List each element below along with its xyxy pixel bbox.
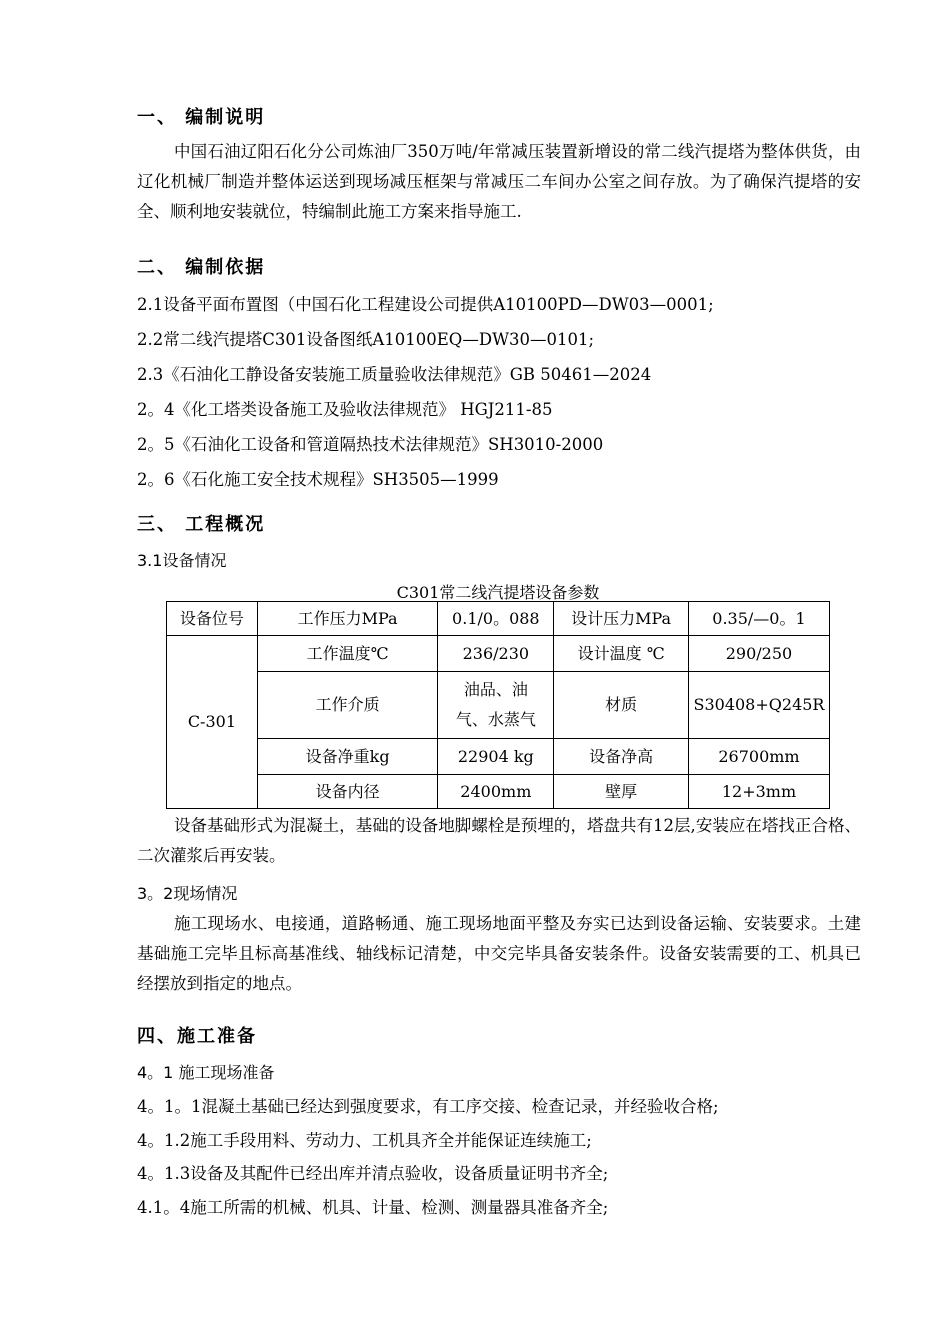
table-cell: 设备位号: [167, 602, 258, 636]
preparation-item: 4。1.2施工手段用料、劳动力、工机具齐全并能保证连续施工;: [137, 1131, 592, 1150]
table-row: [167, 636, 830, 672]
table-cell: 设备净重kg: [257, 739, 438, 775]
foundation-paragraph: 设备基础形式为混凝土，基础的设备地脚螺栓是预埋的，塔盘共有12层,安装应在塔找正合格、二次灌浆后再安装。: [137, 816, 861, 865]
table-cell: 2400mm: [438, 775, 554, 809]
table-cell: 290/250: [688, 636, 829, 672]
basis-item: 2。4《化工塔类设备施工及验收法律规范》 HGJ211-85: [137, 400, 553, 419]
basis-item: 2。5《石油化工设备和管道隔热技术法律规范》SH3010-2000: [137, 435, 604, 454]
table-cell: 22904 kg: [438, 739, 554, 775]
table-cell: 材质: [554, 672, 689, 739]
basis-item: 2.2常二线汽提塔C301设备图纸A10100EQ—DW30—0101;: [137, 330, 595, 349]
table-cell: 26700mm: [688, 739, 829, 775]
table-cell: 设计压力MPa: [554, 602, 689, 636]
table-cell-medium: [438, 672, 554, 739]
table-cell: 236/230: [438, 636, 554, 672]
basis-item: 2.3《石油化工静设备安装施工质量验收法律规范》GB 50461—2024: [137, 365, 652, 384]
table-cell: 12+3mm: [688, 775, 829, 809]
equipment-parameters-table: [166, 601, 830, 809]
preparation-item: 4.1。4施工所需的机械、机具、计量、检测、测量器具准备齐全;: [137, 1198, 609, 1217]
medium-line: 油品、油: [463, 680, 528, 699]
section-1-paragraph: 中国石油辽阳石化分公司炼油厂350万吨/年常减压装置新增设的常二线汽提塔为整体供货，由辽化机械厂制造并整体运送到现场减压框架与常减压二车间办公室之间存放。为了确保汽提塔的安全、顺利地安装就位，特编制此施工方案来指导施工.: [137, 142, 861, 221]
table-row: [167, 602, 830, 636]
table-row: [167, 672, 830, 739]
table-cell: 0.35/—0。1: [688, 602, 829, 636]
section-1-heading: 一、 编制说明: [137, 107, 266, 128]
table-cell: 工作温度℃: [257, 636, 438, 672]
medium-line: 气、水蒸气: [455, 710, 536, 729]
section-3-heading: 三、 工程概况: [137, 514, 266, 535]
table-row: [167, 775, 830, 809]
preparation-item: 4。1.3设备及其配件已经出库并清点验收，设备质量证明书齐全;: [137, 1164, 609, 1183]
subsection-4-1-heading: 4。1 施工现场准备: [137, 1063, 275, 1082]
site-conditions-paragraph: 施工现场水、电接通，道路畅通、施工现场地面平整及夯实已达到设备运输、安装要求。土建基础施工完毕且标高基准线、轴线标记清楚，中交完毕具备安装条件。设备安装需要的工、机具已经摆放到指定的地点。: [137, 914, 861, 993]
section-2-heading: 二、 编制依据: [137, 257, 266, 278]
table-cell: 设备净高: [554, 739, 689, 775]
table-cell: 设计温度 ℃: [554, 636, 689, 672]
subsection-3-1-heading: 3.1设备情况: [137, 551, 227, 570]
table-cell: 工作介质: [257, 672, 438, 739]
table-cell: S30408+Q245R: [688, 672, 829, 739]
equipment-tag-cell: C-301: [167, 636, 258, 809]
table-cell: 壁厚: [554, 775, 689, 809]
preparation-item: 4。1。1混凝土基础已经达到强度要求，有工序交接、检查记录，并经验收合格;: [137, 1097, 719, 1116]
table-row: [167, 739, 830, 775]
section-4-heading: 四、施工准备: [137, 1026, 257, 1047]
table-cell: 0.1/0。088: [438, 602, 554, 636]
basis-item: 2。6《石化施工安全技术规程》SH3505—1999: [137, 470, 499, 489]
table-cell: 设备内径: [257, 775, 438, 809]
subsection-3-2-heading: 3。2现场情况: [137, 884, 238, 903]
basis-item: 2.1设备平面布置图（中国石化工程建设公司提供A10100PD—DW03—0001;: [137, 295, 714, 314]
table-caption: C301常二线汽提塔设备参数: [396, 583, 600, 602]
table-cell: 工作压力MPa: [257, 602, 438, 636]
